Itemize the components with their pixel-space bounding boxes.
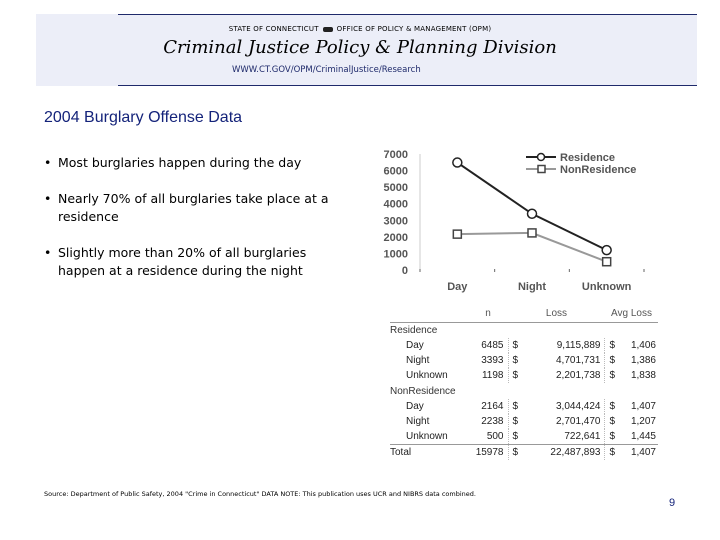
y-tick-label: 3000 bbox=[383, 215, 408, 228]
x-tick-label: Unknown bbox=[581, 281, 632, 293]
cell-currency: $ bbox=[609, 416, 616, 428]
legend-label: NonResidence bbox=[560, 164, 637, 176]
y-tick-label: 7000 bbox=[383, 149, 408, 161]
division-title: Criminal Justice Policy & Planning Division bbox=[163, 37, 557, 58]
col-header-avg: Avg Loss bbox=[605, 306, 658, 322]
table-total-row bbox=[390, 445, 658, 461]
burglary-line-chart bbox=[360, 145, 660, 300]
source-note: Source: Department of Public Safety, 2004 "Crime in Connecticut" DATA NOTE: This publication uses UCR and NIBRS data combined. bbox=[44, 490, 476, 498]
data-point-nonresidence bbox=[528, 229, 536, 237]
table-row bbox=[390, 414, 658, 429]
cell-n: 2238 bbox=[468, 414, 508, 429]
bullet-item: • Slightly more than 20% of all burglaries happen at a residence during the night bbox=[44, 244, 344, 280]
table-row bbox=[390, 429, 658, 445]
row-label: Total bbox=[390, 445, 468, 461]
header-bottom-rule bbox=[118, 85, 697, 86]
cell-n: 1198 bbox=[468, 368, 508, 383]
cell-loss: 722,641 bbox=[520, 429, 605, 445]
data-point-residence bbox=[528, 209, 537, 218]
cell-n: 500 bbox=[468, 429, 508, 445]
cell-avg: 1,406 bbox=[630, 339, 656, 351]
slide-title: 2004 Burglary Offense Data bbox=[44, 109, 243, 126]
cell-currency: $ bbox=[512, 416, 519, 428]
table-group-row bbox=[390, 383, 658, 398]
y-tick-label: 0 bbox=[401, 265, 408, 277]
cell-currency: $ bbox=[609, 400, 616, 412]
table-row bbox=[390, 353, 658, 368]
cell-loss: 2,701,470 bbox=[520, 414, 605, 429]
y-tick-label: 2000 bbox=[383, 231, 408, 244]
cell-currency: $ bbox=[609, 339, 616, 351]
cell-currency: $ bbox=[512, 370, 519, 382]
data-point-residence bbox=[602, 246, 611, 255]
research-url: WWW.CT.GOV/OPM/CriminalJustice/Research bbox=[232, 65, 421, 75]
y-tick-label: 4000 bbox=[383, 198, 408, 211]
page-number: 9 bbox=[669, 497, 676, 509]
cell-avg: 1,838 bbox=[630, 370, 656, 382]
cell-loss: 2,201,738 bbox=[520, 368, 605, 383]
col-header-loss: Loss bbox=[508, 306, 605, 322]
cell-n: 15978 bbox=[468, 445, 508, 461]
org-office: OFFICE OF POLICY & MANAGEMENT (OPM) bbox=[336, 25, 492, 33]
cell-avg: 1,407 bbox=[617, 445, 658, 461]
table-row bbox=[390, 368, 658, 383]
table-row bbox=[390, 338, 658, 353]
row-label: Night bbox=[406, 354, 430, 366]
cell-n: 6485 bbox=[468, 338, 508, 353]
cell-currency: $ bbox=[609, 431, 616, 443]
cell-currency: $ bbox=[512, 339, 519, 351]
org-state: STATE OF CONNECTICUT bbox=[228, 25, 319, 33]
cell-currency: $ bbox=[508, 445, 520, 461]
col-header-n: n bbox=[468, 306, 508, 322]
cell-avg: 1,207 bbox=[630, 416, 656, 428]
cell-currency: $ bbox=[512, 354, 519, 366]
cell-currency: $ bbox=[605, 445, 617, 461]
cell-loss: 9,115,889 bbox=[520, 338, 605, 353]
row-label: Unknown bbox=[406, 431, 448, 443]
cell-currency: $ bbox=[609, 370, 616, 382]
table-header-row bbox=[390, 306, 658, 322]
col-header-group bbox=[390, 306, 468, 322]
separator-icon bbox=[323, 27, 333, 32]
x-tick-label: Night bbox=[517, 281, 547, 293]
row-label: Day bbox=[406, 400, 424, 412]
row-label: Unknown bbox=[406, 370, 448, 382]
x-tick-label: Day bbox=[447, 281, 468, 293]
header-top-rule bbox=[118, 14, 697, 15]
cell-loss: 4,701,731 bbox=[520, 353, 605, 368]
y-tick-label: 6000 bbox=[383, 165, 408, 178]
data-point-nonresidence bbox=[453, 230, 461, 238]
cell-currency: $ bbox=[512, 431, 519, 443]
group-label: Residence bbox=[390, 324, 438, 336]
y-tick-label: 1000 bbox=[383, 248, 408, 261]
bullet-item: • Nearly 70% of all burglaries take place at a residence bbox=[44, 190, 344, 226]
bullet-item: • Most burglaries happen during the day bbox=[44, 154, 344, 172]
table-row bbox=[390, 399, 658, 414]
data-point-residence bbox=[453, 158, 462, 167]
cell-currency: $ bbox=[609, 354, 616, 366]
data-point-nonresidence bbox=[603, 258, 611, 266]
cell-loss: 3,044,424 bbox=[520, 399, 605, 414]
cell-loss: 22,487,893 bbox=[520, 445, 605, 461]
row-label: Day bbox=[406, 339, 424, 351]
cell-avg: 1,386 bbox=[630, 354, 656, 366]
legend-marker-icon bbox=[538, 166, 545, 173]
cell-currency: $ bbox=[512, 400, 519, 412]
cell-avg: 1,407 bbox=[630, 400, 656, 412]
legend-marker-icon bbox=[538, 154, 545, 161]
table-group-row bbox=[390, 322, 658, 338]
y-tick-label: 5000 bbox=[383, 182, 408, 195]
bullet-list bbox=[44, 154, 344, 298]
cell-n: 2164 bbox=[468, 399, 508, 414]
group-label: NonResidence bbox=[390, 385, 456, 397]
cell-avg: 1,445 bbox=[630, 431, 656, 443]
burglary-table bbox=[390, 306, 658, 460]
header-org-line bbox=[0, 25, 720, 33]
legend-label: Residence bbox=[560, 152, 616, 164]
row-label: Night bbox=[406, 416, 430, 428]
cell-n: 3393 bbox=[468, 353, 508, 368]
